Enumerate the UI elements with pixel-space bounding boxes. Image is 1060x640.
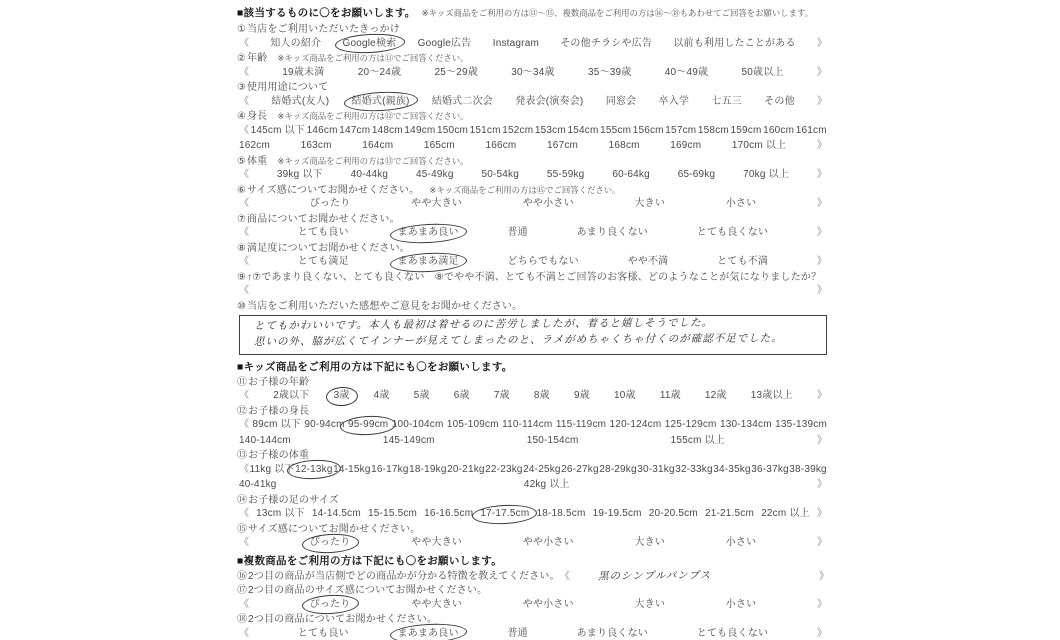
question-label: 使用用途について [246,82,329,93]
question-label-row [237,494,829,507]
question-note: ※キッズ商品をご利用の方は⑫でご回答ください。 [277,111,469,121]
survey-option: 2歳以下 [273,390,310,401]
survey-option: 結婚式(友人) [271,95,330,107]
survey-option: 65-69kg [677,169,716,180]
survey-option: 35〜39歳 [587,66,632,78]
option-circled: まあまあ良い [397,227,459,238]
option-circled: ぴったり [309,598,351,610]
survey-option: 45-49kg [416,169,454,180]
survey-option: とても満足 [297,256,349,267]
survey-option: 以前も利用したことがある [673,37,796,49]
options-row [237,96,829,108]
survey-option: 161cm [795,124,827,136]
question-label-row [237,523,829,536]
question-label-row [237,213,829,226]
close-bracket: 》 [816,256,827,267]
options-row [237,169,829,181]
survey-option: 大きい [634,598,666,610]
question-label: お子様の年齢 [248,376,310,388]
open-bracket: 《 [239,627,249,639]
survey-option: 60-64kg [612,169,650,180]
question-number: ⑤ [237,155,246,167]
survey-option: 163cm [300,140,332,151]
question-label-row [237,449,829,462]
open-bracket: 《 [239,463,249,475]
options-row [237,390,829,402]
close-bracket: 》 [816,390,827,401]
survey-option: 140-144cm [239,434,291,446]
survey-option: 30〜34歳 [511,66,555,78]
survey-option: 162cm [239,140,271,151]
open-bracket: 《 [239,419,249,430]
survey-option: とても良くない [696,227,769,238]
survey-option: 167cm [547,140,579,151]
survey-option: 150cm [437,124,469,136]
options-row [237,419,829,447]
survey-option: 卒入学 [658,95,690,107]
question-number: ⑥ [237,184,246,196]
form-header [237,5,829,20]
close-bracket: 》 [817,285,827,296]
handwritten-comment-line: 思いの外、脇が広くてインナーが見えてしまったのと、ラメがめちゃくちゃ付くのが確認不足でした。 [253,331,783,348]
survey-option: 32-33kg [675,463,713,475]
inline-answer-area [560,570,829,583]
open-bracket: 《 [239,95,249,107]
survey-option: 小さい [725,198,757,209]
question-label-row [237,271,829,284]
survey-option: ぴったり [309,198,351,209]
question-number: ⑰ [237,585,247,596]
question-label-row [237,81,829,94]
survey-option: 大きい [634,537,666,548]
open-bracket: 《 [239,124,249,136]
survey-option: やや大きい [411,198,463,209]
survey-option: とても不満 [717,256,769,267]
survey-option: 15-15.5cm [368,508,418,519]
survey-option: 9歳 [573,390,590,401]
survey-option: その他チラシや広告 [560,37,653,49]
survey-option: 159cm [730,124,762,136]
close-bracket: 》 [817,434,827,446]
open-bracket: 《 [239,285,249,296]
open-bracket: 《 [239,66,249,78]
survey-option: 28-29kg [599,463,637,475]
form-title: ■該当するものに〇をお願いします。 [237,7,416,19]
survey-option: その他 [764,95,795,107]
survey-option: 164cm [362,140,394,151]
survey-option: 148cm [371,124,403,136]
survey-option: あまり良くない [576,627,649,639]
survey-option: 145-149cm [382,434,435,446]
close-bracket: 》 [816,140,827,151]
option-circled: 結婚式(親族) [351,95,410,107]
survey-option: 普通 [507,227,528,238]
survey-option: 4歳 [373,390,390,401]
question-number: ④ [237,111,246,122]
survey-option: 145cm 以下 [250,124,305,136]
question-number: ⑪ [237,376,247,388]
survey-option: 166cm [485,140,517,151]
question-number: ⑩ [237,300,246,312]
survey-option: 結婚式二次会 [431,95,493,107]
survey-option: 25〜29歳 [434,66,478,78]
survey-option: 18-19kg [409,463,447,475]
survey-option: 125-129cm [664,419,717,430]
close-bracket: 》 [816,508,827,519]
question-label-row [237,584,829,597]
question-label: サイズ感についてお聞かせください。 [248,523,421,535]
survey-option: 12歳 [704,390,727,401]
question-number: ⑧ [237,242,246,254]
survey-option: 168cm [608,140,640,151]
survey-option: 知人の紹介 [270,37,322,49]
survey-option: 16-16.5cm [424,508,474,519]
survey-option: 156cm [632,124,664,136]
survey-option: 70kg 以上 [743,169,790,180]
form-header-note: ※キッズ商品をご利用の方は⑪〜⑮、複数商品をご利用の方は⑯〜⑱もあわせてご回答をお願いします。 [421,8,814,18]
survey-option: 151cm [469,124,501,136]
survey-option: 14-14.5cm [311,508,361,519]
survey-option: 20-21kg [447,463,485,475]
survey-option: Instagram [492,37,539,49]
question-label: 当店をご利用いただいた感想やご意見をお聞かせください。 [246,300,523,312]
survey-option: 170cm 以上 [731,140,787,151]
question-label-row [237,300,829,313]
survey-option: 155cm [600,124,632,136]
survey-option: 20〜24歳 [357,66,402,78]
open-bracket: 《 [239,598,249,610]
question-note: ※キッズ商品をご利用の方は⑮でご回答ください。 [429,184,621,195]
survey-option: 7歳 [493,390,510,401]
survey-option: 18-18.5cm [536,508,586,519]
survey-option: とても良い [297,227,349,238]
close-bracket: 》 [816,66,827,78]
close-bracket: 》 [816,479,827,490]
open-bracket: 《 [239,508,249,519]
survey-option: 普通 [507,627,528,639]
survey-option: 同窓会 [605,95,637,107]
survey-option: 38-39kg [789,463,827,475]
option-circled: まあまあ良い [397,627,459,639]
question-number: ① [237,24,246,35]
survey-option: 157cm [665,124,697,136]
question-label-row [237,405,829,418]
question-label-row [237,570,829,583]
question-label: 商品についてお聞かせください。 [246,213,400,225]
survey-option: 5歳 [413,390,430,401]
section-header: ■複数商品をご利用の方は下記にも〇をお願いします。 [237,555,503,567]
options-row [237,256,829,268]
question-label: 年齢 [246,53,268,64]
question-label: お子様の体重 [248,450,310,461]
question-number: ③ [237,82,246,93]
question-label: 当店をご利用いただいたきっかけ [246,24,400,35]
survey-option: 13歳以上 [750,390,793,401]
options-row [237,464,829,492]
options-row [237,67,829,79]
freeform-comment-box [239,315,827,355]
close-bracket: 》 [819,571,829,582]
close-bracket: 》 [817,95,827,107]
survey-option: Google広告 [417,37,472,49]
survey-option: やや不満 [627,256,669,267]
question-label: お子様の足のサイズ [248,494,339,506]
survey-option: 152cm [502,124,534,136]
survey-option: 39kg 以下 [276,169,323,180]
question-note: ※キッズ商品をご利用の方は⑬でご回答ください。 [277,155,469,166]
option-circled: 95-99cm [348,419,389,430]
survey-option: 55-59kg [546,169,585,180]
option-circled: 12-13kg [295,463,333,475]
question-number: ⑱ [237,614,247,625]
survey-option: 小さい [725,537,757,548]
survey-option: 8歳 [533,390,550,401]
survey-option: 11kg 以下 [249,463,295,475]
close-bracket: 》 [816,198,827,209]
survey-option: 158cm [697,124,729,136]
open-bracket: 《 [239,227,249,238]
options-row [237,599,829,611]
option-circled: ぴったり [309,537,351,548]
survey-option: 14-15kg [333,463,371,475]
question-label-row [237,613,829,626]
survey-option: 50-54kg [481,169,520,180]
survey-option: 20-20.5cm [648,508,698,519]
question-number: ⑨ [237,271,246,283]
question-label: 2つ目の商品が当店側でどの商品かが分かる特徴を教えてください。 [248,571,560,582]
question-label-row [237,155,829,168]
survey-option: 120-124cm [609,419,662,430]
question-number: ② [237,53,246,64]
survey-option: 100-104cm [391,419,444,430]
survey-option: 154cm [567,124,599,136]
survey-option: 115-119cm [555,419,607,430]
handwritten-comment-line: とてもかわいいです。本人も最初は着せるのに苦労しましたが、着ると嬉しそうでした。 [253,316,714,332]
question-number: ⑮ [237,523,247,535]
close-bracket: 》 [816,169,827,180]
open-bracket: 《 [239,37,249,49]
options-row [237,198,829,210]
survey-option: 13cm 以下 [256,508,305,519]
survey-option: 10歳 [614,390,636,401]
close-bracket: 》 [816,537,827,548]
question-label-row [237,23,829,36]
survey-option: 30-31kg [637,463,675,475]
survey-option: 155cm 以上 [670,434,725,446]
survey-option: 40〜49歳 [664,66,709,78]
question-number: ⑯ [237,571,247,582]
survey-option: 42kg 以上 [523,479,570,490]
survey-option: 19歳未満 [282,66,325,78]
open-bracket: 《 [239,169,249,180]
survey-option: 147cm [339,124,371,136]
survey-option: 110-114cm [502,419,553,430]
question-label: ↑⑦であまり良くない、とても良くない ⑧でやや不満、とても不満とご回答のお客様、どのようなことが気になりましたか？ [246,271,822,283]
question-label: 2つ目の商品についてお聞かせください。 [248,614,438,625]
close-bracket: 》 [816,227,827,238]
section-header: ■キッズ商品をご利用の方は下記にも〇をお願いします。 [237,360,513,373]
option-circled: 17-17.5cm [480,508,530,519]
survey-option: 22-23kg [485,463,523,475]
survey-option: 50歳以上 [741,66,784,78]
close-bracket: 》 [816,37,827,49]
open-bracket: 《 [239,390,249,401]
survey-option: 160cm [763,124,795,136]
survey-option: 40-41kg [239,479,277,490]
options-row [237,227,829,239]
survey-option: 165cm [423,140,455,151]
question-label: サイズ感についてお聞かせください。 [246,184,420,196]
survey-option: やや大きい [411,537,463,548]
question-note: ※キッズ商品をご利用の方は⑪でご回答ください。 [277,53,469,63]
close-bracket: 》 [816,627,827,639]
survey-option: 小さい [725,598,757,610]
question-label: お子様の身長 [248,405,310,417]
survey-option: 22cm 以上 [761,508,810,519]
survey-option: 26-27kg [561,463,599,475]
survey-option: やや小さい [522,198,574,209]
survey-option: 七五三 [711,95,742,107]
survey-option: 90-94cm [304,419,345,430]
survey-option: 105-109cm [446,419,499,430]
survey-option: 6歳 [453,390,470,401]
survey-option: 36-37kg [751,463,789,475]
option-circled: まあまあ満足 [397,256,459,267]
options-row [237,628,829,640]
question-label-row [237,376,829,389]
survey-option: 11歳 [659,390,681,401]
option-circled: Google検索 [342,37,397,49]
survey-option: 34-35kg [713,463,751,475]
survey-option: 発表会(演奏会) [515,95,584,107]
question-label: 満足度についてお聞かせください。 [246,242,410,254]
survey-option: とても良くない [696,627,769,639]
survey-option: 16-17kg [371,463,409,475]
survey-option: とても良い [297,627,349,639]
survey-option: 153cm [534,124,566,136]
question-label: 身長 [246,111,268,122]
survey-option: 40-44kg [350,169,389,180]
survey-option: やや小さい [522,598,574,610]
question-label-row [237,242,829,255]
survey-option: 146cm [306,124,338,136]
open-bracket: 《 [239,198,249,209]
survey-option: 21-21.5cm [704,508,754,519]
handwritten-answer: 黒のシンプルパンプス [597,569,711,583]
question-label-row [237,184,829,197]
survey-option: 149cm [404,124,436,136]
survey-option: やや大きい [411,598,463,610]
survey-option: あまり良くない [576,227,649,238]
question-number: ⑦ [237,213,246,225]
question-label: 体重 [246,155,268,167]
survey-option: 135-139cm [775,419,827,430]
survey-option: 130-134cm [719,419,772,430]
survey-option: 19-19.5cm [592,508,642,519]
options-row [237,38,829,50]
survey-option: どちらでもない [507,256,579,267]
survey-option: やや小さい [522,537,574,548]
survey-content [237,5,829,640]
survey-option: 24-25kg [523,463,561,475]
options-row [237,537,829,549]
open-bracket: 《 [559,571,570,582]
question-label-row [237,110,829,123]
open-bracket: 《 [239,256,249,267]
question-label: 2つ目の商品のサイズ感についてお聞かせください。 [248,585,488,596]
question-number: ⑬ [237,450,247,461]
empty-answer-row [237,285,829,297]
survey-option: 大きい [634,198,666,209]
option-circled: 3歳 [333,390,350,401]
survey-option: 150-154cm [526,434,579,446]
question-number: ⑫ [237,405,247,417]
question-label-row [237,52,829,65]
options-row [237,508,829,520]
close-bracket: 》 [816,598,827,610]
survey-option: 89cm 以下 [252,419,301,430]
survey-option: 169cm [670,140,702,151]
options-row [237,125,829,153]
sections-root [237,23,829,640]
open-bracket: 《 [239,537,249,548]
question-number: ⑭ [237,494,247,506]
